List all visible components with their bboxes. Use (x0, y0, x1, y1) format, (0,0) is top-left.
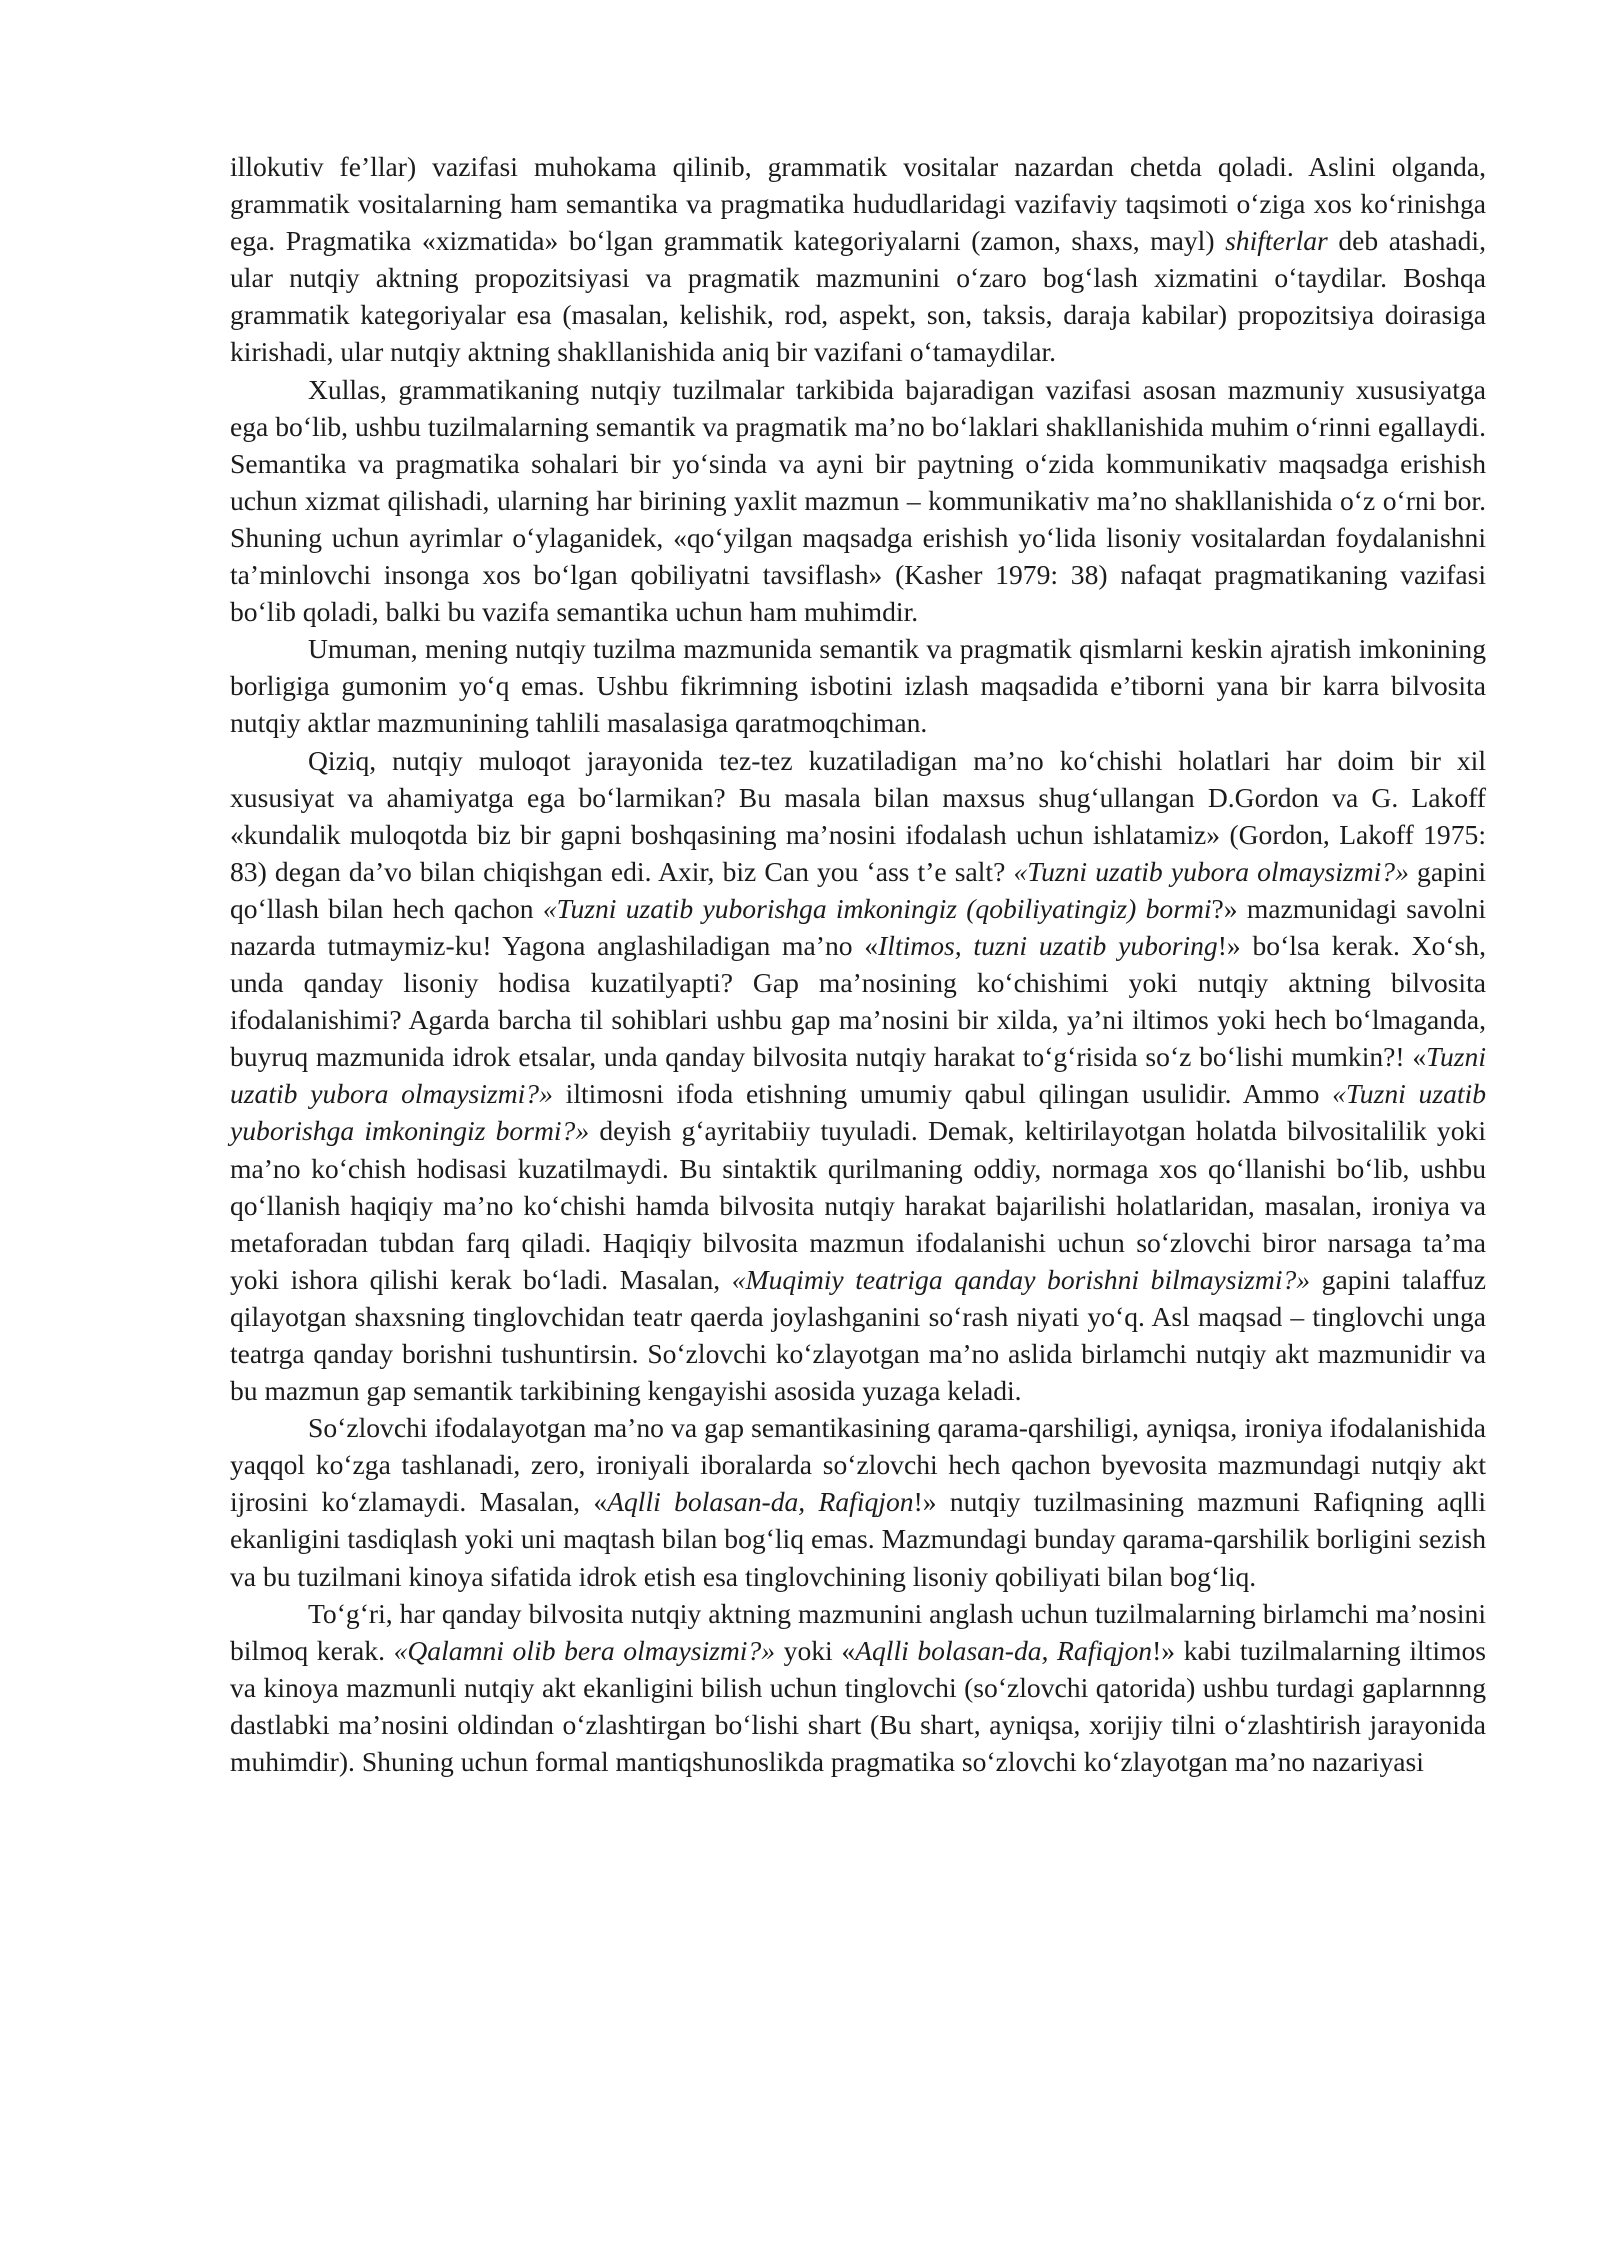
italic-text-segment: Iltimos, tuzni uzatib yuboring (878, 929, 1218, 961)
body-paragraph (230, 148, 1486, 371)
body-paragraph (230, 1595, 1486, 1780)
text-segment: deyish g‘ayritabiiy tuyuladi. Demak, keltirilayotgan holatda bilvositalilik yoki ma’no ko‘chish hodisasi kuzatilmaydi. Bu sintaktik qurilmaning oddiy, normaga xos qo‘llanishi bo‘lib, ushbu qo‘llanish haqiqiy ma’no ko‘chishi hamda bilvosita nutqiy harakat bajarilishi holatlaridan, masalan, ironiya va metaforadan tubdan farq qiladi. Haqiqiy bilvosita mazmun ifodalanishi uchun so‘zlovchi biror narsaga ta’ma yoki ishora qilishi kerak bo‘ladi. Masalan, (230, 1115, 1486, 1295)
italic-text-segment: shifterlar (1225, 225, 1328, 257)
text-segment: Xullas, grammatikaning nutqiy tuzilmalar tarkibida bajaradigan vazifasi asosan mazmuniy xususiyatga ega bo‘lib, ushbu tuzilmalarning semantik va pragmatik ma’no bo‘laklari shakllanishida muhim o‘rinni egallaydi. Semantika va pragmatika sohalari bir yo‘sinda va ayni bir paytning o‘zida kommunikativ maqsadga erishish uchun xizmat qilishadi, ularning har birining yaxlit mazmun – kommunikativ ma’no shakllanishida o‘z o‘rni bor. Shuning uchun ayrimlar o‘ylaganidek, «qo‘yilgan maqsadga erishish yo‘lida lisoniy vositalardan foydalanishni ta’minlovchi insonga xos bo‘lgan qobiliyatni tavsiflash» (Kasher 1979: 38) nafaqat pragmatikaning vazifasi bo‘lib qoladi, balki bu vazifa semantika uchun ham muhimdir. (230, 373, 1486, 628)
body-paragraph (230, 630, 1486, 741)
text-segment: !» nutqiy tuzilmasining mazmuni Rafiqning aqlli ekanligini tasdiqlash yoki uni maqtash bilan bog‘liq emas. Mazmundagi bunday qarama-qarshilik borligini sezish va bu tuzilmani kinoya sifatida idrok etish esa tinglovchining lisoniy qobiliyati bilan bog‘liq. (230, 1486, 1487, 1592)
text-segment: !» kabi tuzilmalarning iltimos va kinoya mazmunli nutqiy akt ekanligini bilish uchun tinglovchi (so‘zlovchi qatorida) ushbu turdagi gaplarnnng dastlabki ma’nosini oldindan o‘zlashtirgan bo‘lishi shart (Bu shart, ayniqsa, xorijiy tilni o‘zlashtirish jarayonida muhimdir). Shuning uchun formal mantiqshunoslikda pragmatika so‘zlovchi ko‘zlayotgan ma’no nazariyasi (230, 1634, 1486, 1778)
text-segment: iltimosni ifoda etishning umumiy qabul qilingan usulidir. Ammo (552, 1078, 1333, 1110)
italic-text-segment: «Tuzni uzatib yuborishga imkoningiz (qobiliyatingiz) bormi (542, 892, 1212, 924)
italic-text-segment: «Tuzni uzatib yuborishga imkoningiz bormi?» (230, 1078, 1486, 1147)
italic-text-segment: «Qalamni olib bera olmaysizmi?» (393, 1634, 776, 1666)
italic-text-segment: «Tuzni uzatib yubora olmaysizmi?» (1013, 855, 1409, 887)
italic-text-segment: Tuzni uzatib yubora olmaysizmi?» (230, 1041, 1486, 1110)
italic-text-segment: «Muqimiy teatriga qanday borishni bilmaysizmi?» (731, 1263, 1311, 1295)
text-segment: Umuman, mening nutqiy tuzilma mazmunida semantik va pragmatik qismlarni keskin ajratish imkonining borligiga gumonim yo‘q emas. Ushbu fikrimning isbotini izlash maqsadida e’tiborni yana bir karra bilvosita nutqiy aktlar mazmunining tahlili masalasiga qaratmoqchiman. (230, 633, 1486, 739)
text-segment: So‘zlovchi ifodalayotgan ma’no va gap semantikasining qarama-qarshiligi, ayniqsa, ironiya ifodalanishida yaqqol ko‘zga tashlanadi, zero, ironiyali iboralarda so‘zlovchi hech qachon byevosita mazmundagi nutqiy akt ijrosini ko‘zlamaydi. Masalan, « (230, 1412, 1486, 1518)
text-segment: gapini talaffuz qilayotgan shaxsning tinglovchidan teatr qaerda joylashganini so‘rash niyati yo‘q. Asl maqsad – tinglovchi unga teatrga qanday borishni tushuntirsin. So‘zlovchi ko‘zlayotgan ma’no aslida birlamchi nutqiy akt mazmunidir va bu mazmun gap semantik tarkibining kengayishi asosida yuzaga keladi. (230, 1263, 1486, 1407)
italic-text-segment: Aqlli bolasan-da, Rafiqjon (855, 1634, 1153, 1666)
text-segment: !» bo‘lsa kerak. Xo‘sh, unda qanday lisoniy hodisa kuzatilyapti? Gap ma’nosining ko‘chishimi yoki nutqiy aktning bilvosita ifodalanishimi? Agarda barcha til sohiblari ushbu gap ma’nosini bir xilda, ya’ni iltimos yoki hech bo‘lmaganda, buyruq mazmunida idrok etsalar, unda qanday bilvosita nutqiy harakat to‘g‘risida so‘z bo‘lishi mumkin?! « (230, 929, 1486, 1073)
body-paragraph (230, 742, 1486, 1410)
text-segment: ?» mazmunidagi savolni nazarda tutmaymiz-ku! Yagona anglashiladigan ma’no « (230, 892, 1486, 961)
text-segment: To‘g‘ri, har qanday bilvosita nutqiy aktning mazmunini anglash uchun tuzilmalarning birlamchi ma’nosini bilmoq kerak. (230, 1597, 1486, 1666)
document-page (230, 148, 1486, 1780)
body-paragraph (230, 371, 1486, 631)
text-segment: yoki « (775, 1634, 856, 1666)
italic-text-segment: Aqlli bolasan-da, Rafiqjon (607, 1486, 914, 1518)
text-segment: illokutiv fe’llar) vazifasi muhokama qilinib, grammatik vositalar nazardan chetda qoladi. Aslini olganda, grammatik vositalarning ham semantika va pragmatika hududlaridagi vazifaviy taqsimoti o‘ziga xos ko‘rinishga ega. Pragmatika «xizmatida» bo‘lgan grammatik kategoriyalarni (zamon, shaxs, mayl) (230, 151, 1486, 257)
body-paragraph (230, 1409, 1486, 1594)
text-segment: Qiziq, nutqiy muloqot jarayonida tez-tez kuzatiladigan ma’no ko‘chishi holatlari har doim bir xil xususiyat va ahamiyatga ega bo‘larmikan? Bu masala bilan maxsus shug‘ullangan D.Gordon va G. Lakoff «kundalik muloqotda biz bir gapni boshqasining ma’nosini ifodalash uchun ishlatamiz» (Gordon, Lakoff 1975: 83) degan da’vo bilan chiqishgan edi. Axir, biz Can you ‘ass t’e salt? (230, 744, 1486, 887)
text-segment: gapini qo‘llash bilan hech qachon (230, 855, 1486, 924)
text-segment: deb atashadi, ular nutqiy aktning propozitsiyasi va pragmatik mazmunini o‘zaro bog‘lash xizmatini o‘taydilar. Boshqa grammatik kategoriyalar esa (masalan, kelishik, rod, aspekt, son, taksis, daraja kabilar) propozitsiya doirasiga kirishadi, ular nutqiy aktning shakllanishida aniq bir vazifani o‘tamaydilar. (230, 225, 1486, 368)
